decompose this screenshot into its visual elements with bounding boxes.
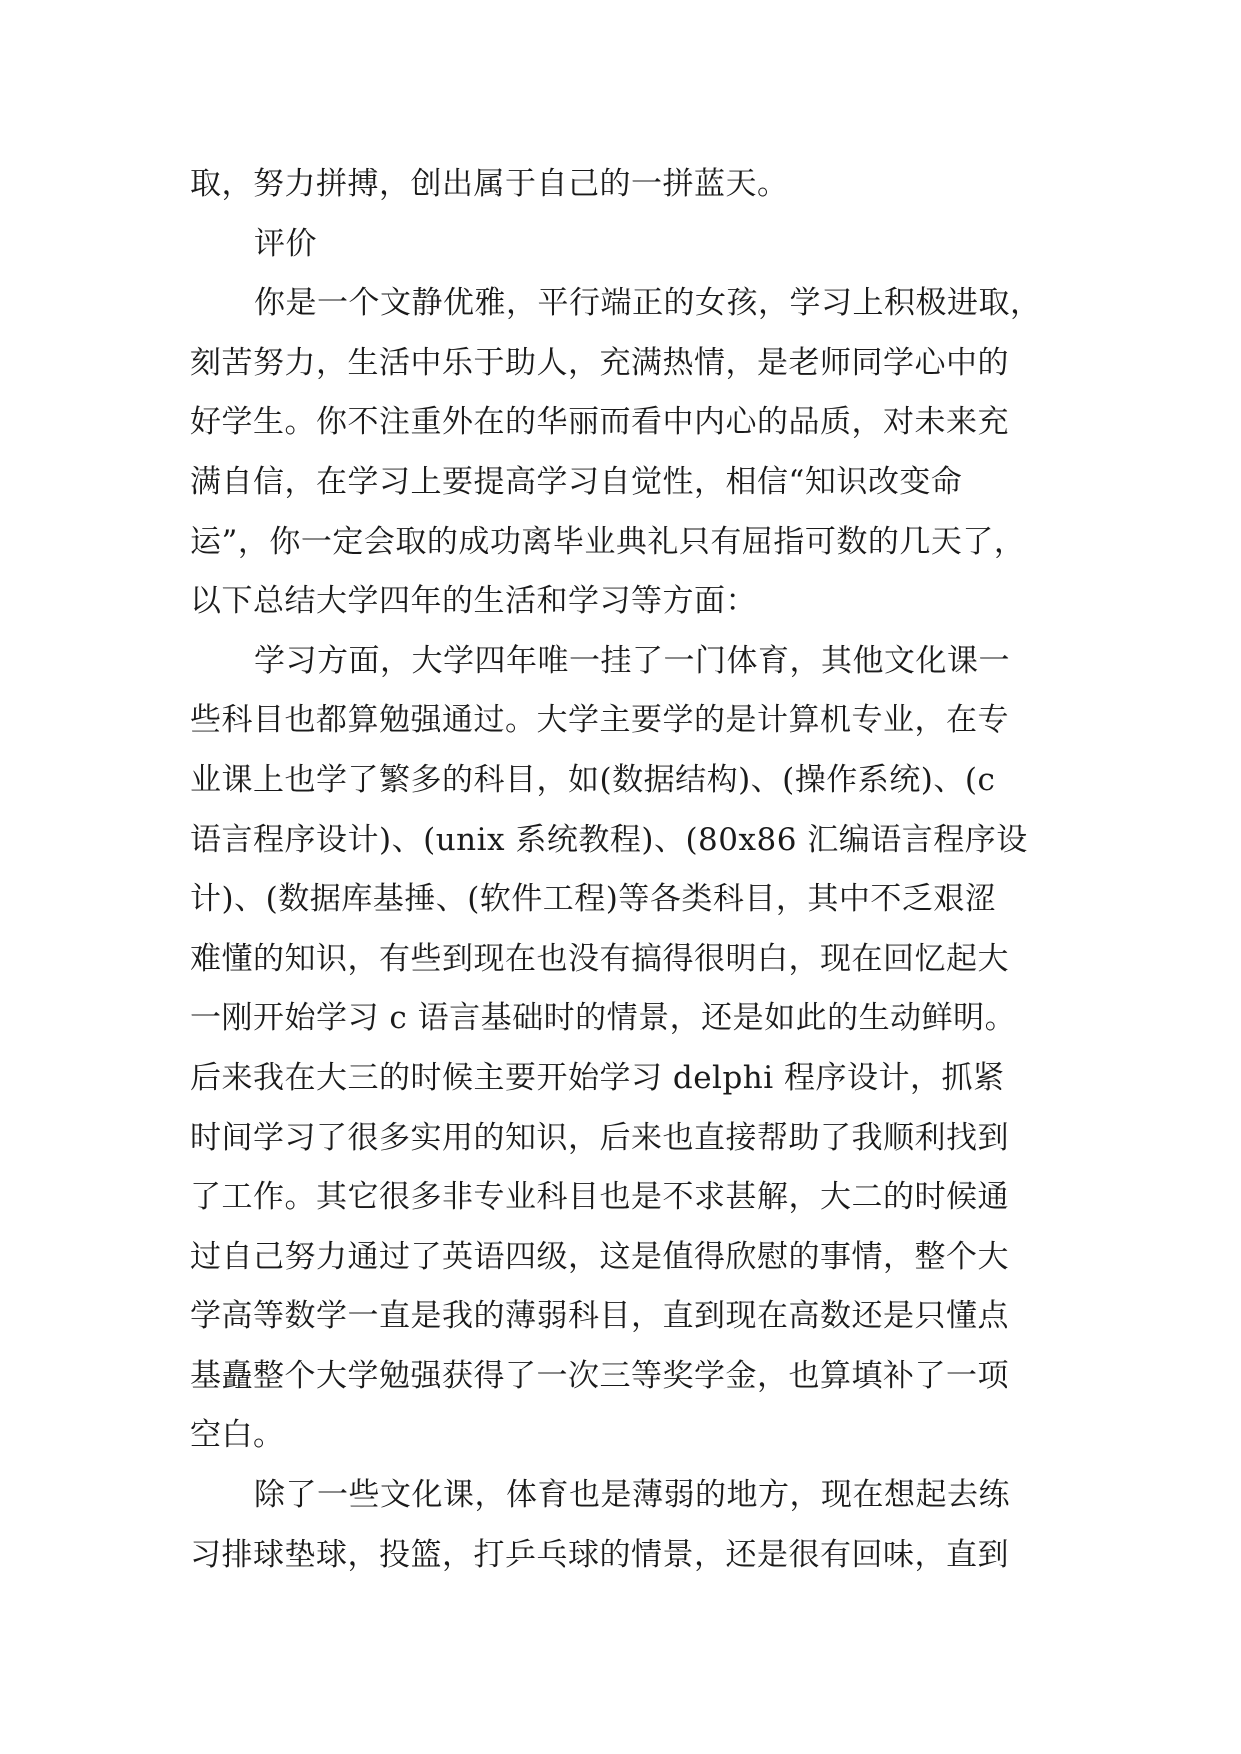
text-line: 学高等数学一直是我的薄弱科目，直到现在高数还是只懂点 (190, 1298, 1009, 1335)
text-line: 习排球垫球，投篮，打乒乓球的情景，还是很有回味，直到 (190, 1536, 1009, 1573)
text-line: 语言程序设计)、(unix 系统教程)、(80x86 汇编语言程序设 (190, 821, 1028, 858)
text-line: 一刚开始学习 c 语言基础时的情景，还是如此的生动鲜明。 (190, 1000, 1017, 1037)
text-line: 好学生。你不注重外在的华丽而看中内心的品质，对未来充 (190, 404, 1009, 441)
text-line: 满自信，在学习上要提高学习自觉性，相信“知识改变命 (190, 463, 963, 500)
text-line: 学习方面，大学四年唯一挂了一门体育，其他文化课一 (254, 642, 1010, 679)
text-line: 刻苦努力，生活中乐于助人，充满热情，是老师同学心中的 (190, 344, 1009, 381)
text-line: 你是一个文静优雅，平行端正的女孩，学习上积极进取， (254, 285, 1042, 322)
document-body (190, 155, 1060, 1585)
text-line: 取，努力拼搏，创出属于自己的一拼蓝天。 (190, 166, 789, 202)
text-line: 运”，你一定会取的成功离毕业典礼只有屈指可数的几天了， (190, 523, 1026, 560)
text-line: 评价 (254, 225, 317, 262)
text-line: 难懂的知识，有些到现在也没有搞得很明白，现在回忆起大 (190, 940, 1009, 977)
text-line: 些科目也都算勉强通过。大学主要学的是计算机专业，在专 (190, 702, 1009, 739)
text-line: 以下总结大学四年的生活和学习等方面： (190, 583, 757, 620)
text-line: 业课上也学了繁多的科目，如(数据结构)、(操作系统)、(c (190, 761, 996, 798)
text-line: 除了一些文化课，体育也是薄弱的地方，现在想起去练 (254, 1477, 1010, 1514)
text-line: 了工作。其它很多非专业科目也是不求甚解，大二的时候通 (190, 1179, 1009, 1216)
text-line: 时间学习了很多实用的知识，后来也直接帮助了我顺利找到 (190, 1119, 1009, 1156)
text-line: 空白。 (190, 1417, 285, 1454)
text-line: 后来我在大三的时候主要开始学习 delphi 程序设计，抓紧 (190, 1059, 1005, 1096)
text-line: 基矗整个大学勉强获得了一次三等奖学金，也算填补了一项 (190, 1357, 1009, 1394)
text-line: 计)、(数据库基捶、(软件工程)等各类科目，其中不乏艰涩 (190, 881, 997, 918)
text-line: 过自己努力通过了英语四级，这是值得欣慰的事情，整个大 (190, 1238, 1009, 1275)
